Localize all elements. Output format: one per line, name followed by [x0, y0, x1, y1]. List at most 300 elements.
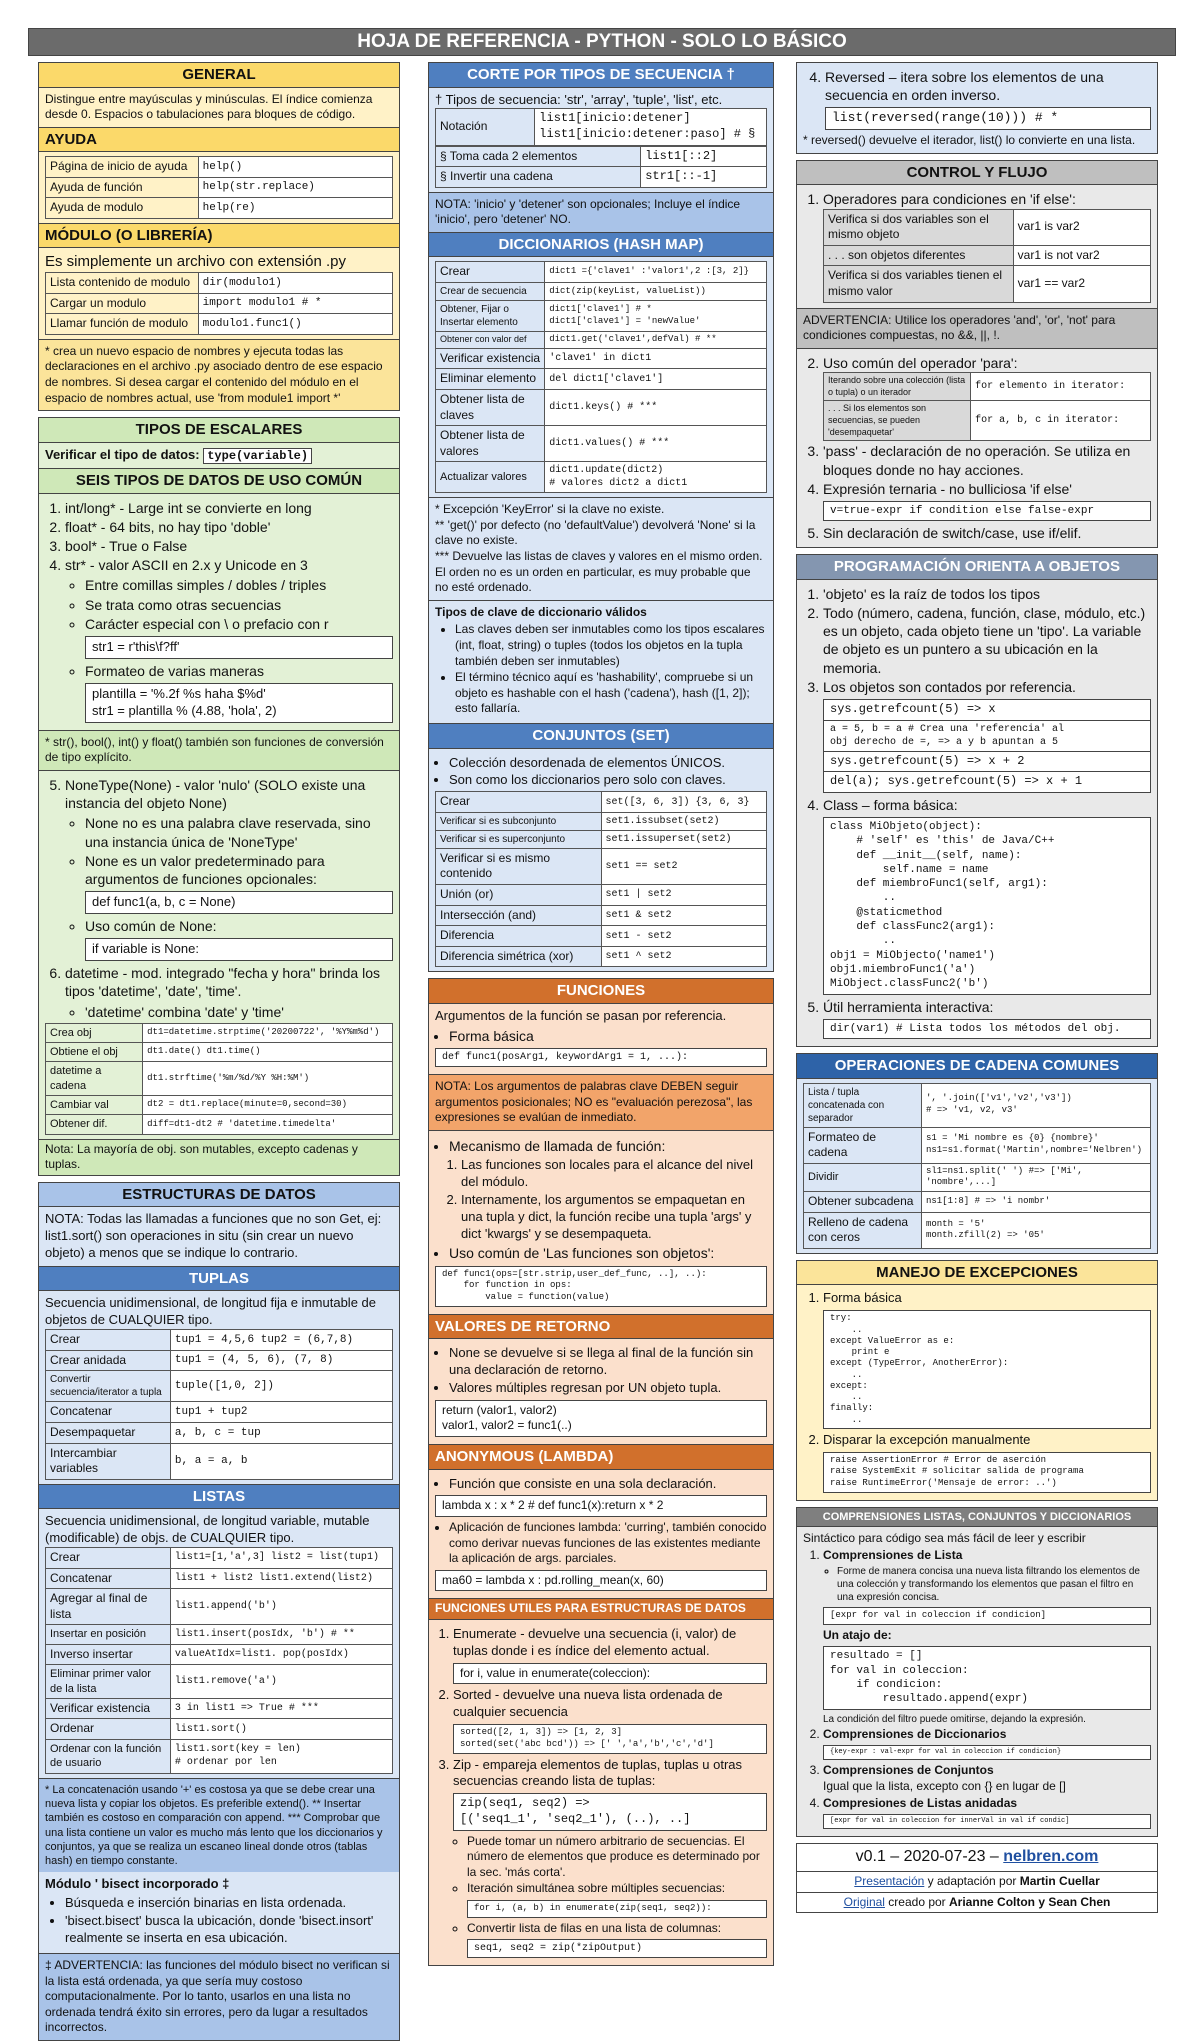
listas-body [39, 1509, 399, 1777]
ayuda-header: AYUDA [39, 127, 399, 153]
table-row [436, 812, 767, 830]
original-link[interactable]: Original [843, 1894, 885, 1909]
conjuntos-header: CONJUNTOS (SET) [429, 723, 773, 749]
excepciones-header: MANEJO DE EXCEPCIONES [797, 1261, 1157, 1286]
reversed-section [796, 62, 1158, 154]
comprension-section [796, 1507, 1158, 1838]
tipos-title: Tipos de clave de diccionario válidos [435, 604, 647, 619]
cadena-body [797, 1079, 1157, 1253]
retorno-code: return (valor1, valor2) valor1, valor2 = func1(..) [435, 1400, 767, 1437]
modulo-body [39, 248, 399, 338]
table-row [436, 146, 767, 167]
table-key: Concatenar [46, 1568, 171, 1589]
funciones-note: NOTA: Los argumentos de palabras clave DEBEN seguir argumentos posicionales; NO es "evaluación perezosa", las expresiones se evalúan de inmediato. [429, 1074, 773, 1131]
table-code: dict(zip(keyList, valueList)) [545, 283, 767, 301]
table-code: set1 | set2 [601, 885, 767, 906]
estructuras-note: NOTA: Todas las llamadas a funciones que no son Get, ej: list1.sort() son operaciones in situ (sin crear un nuevo objeto) a menos que se indique lo contrario. [45, 1211, 382, 1260]
table-row [804, 1127, 1151, 1163]
format-code: plantilla = '%.2f %s haha $%d' str1 = plantilla % (4.88, 'hola', 2) [85, 683, 393, 723]
list-item: • Uso común de 'Las funciones son objetos': [449, 1244, 767, 1262]
refcount-code-a: sys.getrefcount(5) => x [823, 699, 1151, 721]
table-row [436, 109, 767, 145]
table-code: set1 == set2 [601, 848, 767, 884]
table-key: Página de inicio de ayuda [46, 157, 199, 178]
list-item [65, 964, 393, 1021]
list-item [85, 852, 393, 914]
reversed-note: * reversed() devuelve el iterador, list() lo convierte en una lista. [803, 133, 1136, 148]
reversed-body [797, 63, 1157, 153]
table-row [804, 1192, 1151, 1213]
table-row [46, 1095, 393, 1114]
enumerate-text: Enumerate - devuelve una secuencia (i, valor) de tuplas donde i es índice del elemento actual. [453, 1626, 737, 1658]
datetime-bullets [65, 1003, 393, 1021]
table-code: list1[::2] [641, 146, 767, 167]
table-code: tup1 + tup2 [170, 1402, 392, 1423]
escalares-section [38, 417, 400, 1176]
table-code: tuple([1,0, 2]) [170, 1371, 392, 1402]
table-row [436, 885, 767, 906]
bullet-text: Uso común de None: [85, 918, 217, 935]
list-item: ◦ Forme de manera concisa una nueva lista filtrando los elementos de una colección y transformando los elementos que pasan el filtro en una expresión concisa. [837, 1565, 1151, 1604]
funciones-header: FUNCIONES [429, 979, 773, 1004]
tuplas-intro: Secuencia unidimensional, de longitud fija e inmutable de objetos de CUALQUIER tipo. [45, 1295, 376, 1328]
general-text: Distingue entre mayúsculas y minúsculas. El índice comienza desde 0. Espacios o tabulaciones para bloques de código. [39, 88, 399, 127]
bisect-title: Módulo ' bisect incorporado ‡ [45, 1876, 230, 1892]
list-item [85, 615, 393, 659]
table-code: set([3, 6, 3]) {3, 6, 3} [601, 792, 767, 813]
table-row [824, 245, 1151, 266]
modulo-header: MÓDULO (O LIBRERÍA) [39, 223, 399, 249]
try-code: try: .. except ValueError as e: print e except (TypeError, AnotherError): .. except: .. finally: .. [823, 1310, 1151, 1429]
class-code: class MiObjeto(object): # 'self' es 'this' de Java/C++ def __init__(self, name): self.name = name def miembroFunc1(self, arg1): .. @staticmethod def classFunc2(arg1): .. obj1 = MiObjecto('name1') obj1.miembroFunc1('a') MiObject.classFunc2('b') [823, 817, 1151, 995]
table-key: Crear de secuencia [436, 283, 545, 301]
lambda-code-1: lambda x : x * 2 # def func1(x):return x * 2 [435, 1495, 767, 1517]
table-key: Relleno de cadena con ceros [804, 1212, 922, 1248]
table-row [436, 926, 767, 947]
list-item [823, 1548, 1151, 1726]
table-code: dt1.date() dt1.time() [143, 1043, 393, 1062]
sorted-text: Sorted - devuelve una nueva lista ordenada de cualquier secuencia [453, 1687, 723, 1720]
presentacion-link[interactable]: Presentación [854, 1874, 925, 1889]
para-text: Uso común del operador 'para': [823, 354, 1018, 371]
list-item: • Función que consiste en una sola declaración. [449, 1476, 767, 1493]
table-code: help(str.replace) [198, 177, 392, 198]
poo-body [797, 580, 1157, 1046]
table-code: for elemento in iterator: [971, 372, 1151, 400]
tuplas-header: TUPLAS [39, 1266, 399, 1292]
table-key: Cambiar val [46, 1095, 143, 1114]
table-row [436, 369, 767, 390]
corte-table-2 [435, 146, 767, 188]
table-row [804, 1163, 1151, 1191]
table-row [436, 167, 767, 188]
table-key: Lista contenido de modulo [46, 272, 199, 293]
listas-intro: Secuencia unidimensional, de longitud variable, mutable (modificable) de objs. de CUALQUIER tipo. [45, 1513, 370, 1546]
ternaria-text: Expresión ternaria - no bulliciosa 'if else' [823, 480, 1072, 497]
table-row [46, 314, 393, 335]
table-key: Formateo de cadena [804, 1127, 922, 1163]
operadores-table [823, 209, 1151, 303]
table-key: Obtener con valor def [436, 332, 545, 349]
control-body-2 [797, 349, 1157, 548]
cadena-section [796, 1053, 1158, 1254]
table-code: tup1 = (4, 5, 6), (7, 8) [170, 1350, 392, 1371]
table-key: Llamar función de modulo [46, 314, 199, 335]
table-key: Ayuda de función [46, 177, 199, 198]
list-item [823, 998, 1151, 1039]
table-code: dict1.update(dict2) # valores dict2 a dict1 [545, 462, 767, 493]
table-key: Verificar si es mismo contenido [436, 848, 602, 884]
site-link[interactable]: nelbren.com [1003, 1848, 1099, 1866]
utiles-body [429, 1620, 773, 1965]
table-row [46, 1568, 393, 1589]
pres-line [797, 1872, 1157, 1893]
table-key: Lista / tupla concatenada con separador [804, 1083, 922, 1127]
table-code: list1 + list2 list1.extend(list2) [170, 1568, 392, 1589]
dicc-body [429, 257, 773, 497]
atajo-code: resultado = [] for val in coleccion: if condicion: resultado.append(expr) [823, 1646, 1151, 1709]
general-header: GENERAL [39, 63, 399, 88]
list-item: 1. Las funciones son locales para el alcance del nivel del módulo. [461, 1157, 767, 1191]
table-row [436, 348, 767, 369]
table-code: dict1 ={'clave1' :'valor1',2 :[3, 2]} [545, 262, 767, 283]
table-row [824, 209, 1151, 245]
poo-section [796, 554, 1158, 1047]
table-code: ', '.join(['v1','v2','v3']) # => 'v1, v2, v3' [921, 1083, 1150, 1127]
table-code: dict1.keys() # *** [545, 389, 767, 425]
table-key: . . . Si los elementos son secuencias, se pueden 'desempaquetar' [824, 401, 971, 441]
table-row [46, 1625, 393, 1644]
table-code: dt2 = dt1.replace(minute=0,second=30) [143, 1095, 393, 1114]
lambda-code-2: ma60 = lambda x : pd.rolling_mean(x, 60) [435, 1570, 767, 1592]
modulo-intro: Es simplemente un archivo con extensión .py [45, 253, 346, 271]
objetos-list [435, 1244, 767, 1262]
list-item [823, 480, 1151, 521]
table-key: Actualizar valores [436, 462, 545, 493]
table-row [804, 1083, 1151, 1127]
table-row [804, 1212, 1151, 1248]
list-item [825, 68, 1151, 130]
verify-code: type(variable) [203, 448, 312, 464]
bullet-text: Convertir lista de filas en una lista de columnas: [467, 1920, 722, 1935]
table-key: Obtener, Fijar o Insertar elemento [436, 301, 545, 332]
table-key: Concatenar [46, 1402, 171, 1423]
lista-title: Comprensiones de Lista [823, 1547, 963, 1562]
listas-table [45, 1547, 393, 1774]
table-code: import modulo1 # * [198, 293, 392, 314]
lista-bullets [823, 1565, 1151, 1604]
list-item: • Colección desordenada de elementos ÚNICOS. [449, 755, 767, 772]
dicc-comp-title: Comprensiones de Diccionarios [823, 1726, 1007, 1741]
pres-text: y adaptación por [924, 1874, 1020, 1889]
table-row [46, 1719, 393, 1740]
table-key: Intersección (and) [436, 905, 602, 926]
list-item [823, 1763, 1151, 1794]
zip-code-2: for i, (a, b) in enumerate(zip(seq1, seq2)): [467, 1900, 767, 1918]
dicc-tipos [429, 600, 773, 723]
table-key: . . . son objetos diferentes [824, 245, 1014, 266]
estructuras-header: ESTRUCTURAS DE DATOS [39, 1183, 399, 1208]
table-code: dict1['clave1'] # * dict1['clave1'] = 'newValue' [545, 301, 767, 332]
corte-note: NOTA: 'inicio' y 'detener' son opcionales; Incluye el índice 'inicio', pero 'detener' NO. [429, 192, 773, 232]
table-code: list1=[1,'a',3] list2 = list(tup1) [170, 1548, 392, 1569]
table-row [824, 266, 1151, 302]
page-title: HOJA DE REFERENCIA - PYTHON - SOLO LO BÁSICO [28, 28, 1176, 56]
modulo-table [45, 272, 393, 335]
table-row [436, 905, 767, 926]
table-key: Desempaquetar [46, 1422, 171, 1443]
none-item: NoneType(None) - valor 'nulo' (SOLO existe una instancia del objeto None) [65, 777, 366, 812]
list-item [453, 1687, 767, 1753]
table-row [46, 1402, 393, 1423]
table-key: Cargar un modulo [46, 293, 199, 314]
table-key: Crear anidada [46, 1350, 171, 1371]
list-item [823, 1290, 1151, 1428]
table-key: § Invertir una cadena [436, 167, 641, 188]
list-item: 3. bool* - True o False [65, 537, 393, 555]
enumerate-code: for i, value in enumerate(coleccion): [453, 1663, 767, 1685]
table-code: set1.issubset(set2) [601, 812, 767, 830]
table-key: Verifica si dos variables son el mismo objeto [824, 209, 1014, 245]
list-item: • Forma básica [449, 1027, 767, 1045]
list-item [85, 917, 393, 961]
scalar-types-2 [45, 776, 393, 1021]
reversed-code: list(reversed(range(10))) # * [825, 107, 1151, 130]
raise-code: raise AssertionError # Error de aserción raise SystemExit # solicitar salida de programa raise RuntimeError('Mensaje de error: ..') [823, 1452, 1151, 1493]
dicc-header: DICCIONARIOS (HASH MAP) [429, 232, 773, 258]
list-item: ◦ 'datetime' combina 'date' y 'time' [85, 1003, 393, 1021]
table-row [46, 177, 393, 198]
list-item [823, 1727, 1151, 1761]
list-item: • Valores múltiples regresan por UN objeto tupla. [449, 1380, 767, 1397]
table-key: Dividir [804, 1163, 922, 1191]
ternaria-code: v=true-expr if condition else false-expr [823, 501, 1151, 521]
table-key: Diferencia simétrica (xor) [436, 946, 602, 967]
omit-note: La condición del filtro puede omitirse, dejando la expresión. [823, 1713, 1086, 1725]
utiles-header: FUNCIONES UTILES PARA ESTRUCTURAS DE DATOS [429, 1598, 773, 1620]
table-code: set1 & set2 [601, 905, 767, 926]
retorno-bullets [435, 1345, 767, 1397]
table-code: list1.sort() [170, 1719, 392, 1740]
table-key: Eliminar elemento [436, 369, 545, 390]
list-item: 2. Internamente, los argumentos se empaquetan en una tupla y dict, la función recibe una tupla 'args' y dict 'kwargs' y se desempaqueta. [461, 1192, 767, 1243]
control-list-2 [803, 354, 1151, 543]
estructuras-section [38, 1182, 400, 2041]
bullet-text: Iteración simultánea sobre múltiples secuencias: [467, 1881, 726, 1896]
table-row [824, 372, 1151, 400]
version-text: v0.1 – 2020-07-23 – [855, 1848, 1004, 1866]
table-row [46, 1698, 393, 1719]
list-item: • Son como los diccionarios pero solo con claves. [449, 772, 767, 789]
table-key: Ordenar [46, 1719, 171, 1740]
table-row [46, 1665, 393, 1699]
table-row [46, 1740, 393, 1774]
util-text: Útil herramienta interactiva: [823, 998, 994, 1015]
column-3 [796, 62, 1158, 1913]
listas-header: LISTAS [39, 1484, 399, 1510]
zip-code: zip(seq1, seq2) => [('seq1_1', 'seq2_1'), (..), ..] [453, 1793, 767, 1830]
forma-text: Forma básica [823, 1290, 902, 1306]
ayuda-table [45, 156, 393, 219]
conjuntos-body [429, 749, 773, 972]
table-code: s1 = 'Mi nombre es {0} {nombre}' ns1=s1.format('Martin',nombre='Nelbren') [921, 1127, 1150, 1163]
table-code: dir(modulo1) [198, 272, 392, 293]
cadena-table [803, 1083, 1151, 1249]
six-types-header: SEIS TIPOS DE DATOS DE USO COMÚN [39, 468, 399, 494]
lambda-list-2 [435, 1520, 767, 1567]
reversed-text: Reversed – itera sobre los elementos de una secuencia en orden inverso. [825, 69, 1104, 104]
list-item [823, 678, 1151, 793]
forma-code: def func1(posArg1, keywordArg1 = 1, ...): [435, 1048, 767, 1067]
table-row [46, 1043, 393, 1062]
table-row [436, 262, 767, 283]
table-key: Inverso insertar [46, 1644, 171, 1665]
table-code: var1 == var2 [1013, 266, 1150, 302]
retorno-header: VALORES DE RETORNO [429, 1314, 773, 1340]
list-item: ◦ Puede tomar un número arbitrario de secuencias. El número de elementos que produce es determinado por la sec. 'más corta'. [467, 1834, 767, 1881]
table-code: list1[inicio:detener] list1[inicio:detener:paso] # § [535, 109, 767, 145]
table-key: Crear [46, 1548, 171, 1569]
list-item: • 'bisect.bisect' busca la ubicación, donde 'bisect.insort' realmente se inserta en esa ubicación. [65, 1913, 393, 1947]
table-key: Crear [436, 792, 602, 813]
list-item: • Las claves deben ser inmutables como los tipos escalares (int, float, string) o tuples (todos los objetos en la tupla también deben ser inmutables) [455, 622, 767, 669]
corte-header: CORTE POR TIPOS DE SECUENCIA † [429, 63, 773, 88]
table-key: Crea obj [46, 1023, 143, 1042]
bisect-warning: ‡ ADVERTENCIA: las funciones del módulo bisect no verifican si la lista está ordenada, ya que sería muy costoso computacionalmente. Por lo tanto, usarlos en una lista no ordenada tendrá éxito sin errores, pero da lugar a resultados incorrectos. [39, 1953, 399, 2040]
cadena-header: OPERACIONES DE CADENA COMUNES [797, 1054, 1157, 1079]
tuplas-body [39, 1291, 399, 1483]
table-row [46, 1350, 393, 1371]
table-row [46, 1330, 393, 1351]
table-code: a, b, c = tup [170, 1422, 392, 1443]
table-code: b, a = a, b [170, 1443, 392, 1479]
table-code: diff=dt1-dt2 # 'datetime.timedelta' [143, 1115, 393, 1134]
conj-comp-title: Comprensiones de Conjuntos [823, 1763, 994, 1778]
scalar-types [45, 499, 393, 723]
list-item: 2. Todo (número, cadena, función, clase, módulo, etc.) es un objeto, cada objeto tiene un 'tipo'. La variable de objeto es un puntero a su ubicación en la memoria. [823, 604, 1151, 677]
table-key: § Toma cada 2 elementos [436, 146, 641, 167]
version-line [797, 1844, 1157, 1872]
modulo-note: * crea un nuevo espacio de nombres y ejecuta todas las declaraciones en el archivo .py asociado dentro de ese espacio de nombres. Si desea cargar el contenido del módulo en el espacio de nombres actual, use 'from module1 import *' [39, 339, 399, 410]
table-code: help(re) [198, 198, 392, 219]
mutable-note: Nota: La mayoría de obj. son mutables, excepto cadenas y tuplas. [39, 1139, 399, 1175]
table-code: var1 is var2 [1013, 209, 1150, 245]
util-code: dir(var1) # Lista todos los métodos del obj. [823, 1019, 1151, 1039]
escalares-header: TIPOS DE ESCALARES [39, 418, 399, 443]
list-item [467, 1881, 767, 1917]
control-header: CONTROL Y FLUJO [797, 161, 1157, 186]
conjuntos-table [435, 791, 767, 967]
list-item [65, 776, 393, 961]
table-code: tup1 = 4,5,6 tup2 = (6,7,8) [170, 1330, 392, 1351]
conjuntos-bullets [435, 755, 767, 790]
tipos-bullets [435, 622, 767, 717]
list-item [823, 1796, 1151, 1830]
list-item [823, 354, 1151, 442]
table-row [436, 830, 767, 848]
table-code: var1 is not var2 [1013, 245, 1150, 266]
list-item: 1. int/long* - Large int se convierte en long [65, 499, 393, 517]
table-row [46, 1371, 393, 1402]
comprension-body [797, 1527, 1157, 1836]
verify-type [39, 443, 399, 469]
datetime-item: datetime - mod. integrado "fecha y hora" brinda los tipos 'datetime', 'date', 'time'. [65, 965, 380, 1000]
table-row [46, 1062, 393, 1096]
table-key: Eliminar primer valor de la lista [46, 1665, 171, 1699]
table-code: ns1[1:8] # => 'i nombr' [921, 1192, 1150, 1213]
zip-text: Zip - empareja elementos de tuplas, tuplas u otras secuencias creando lista de tuplas: [453, 1756, 743, 1789]
funciones-intro: Argumentos de la función se pasan por referencia. [435, 1007, 727, 1023]
poo-header: PROGRAMACIÓN ORIENTA A OBJETOS [797, 555, 1157, 580]
table-code: 'clave1' in dict1 [545, 348, 767, 369]
verify-label: Verificar el tipo de datos: [45, 446, 200, 462]
control-list [803, 190, 1151, 302]
refcount-code-d: del(a); sys.getrefcount(5) => x + 1 [823, 772, 1151, 793]
table-key: Obtener subcadena [804, 1192, 922, 1213]
bullet-text: Carácter especial con \ o prefacio con r [85, 615, 329, 632]
footer-section [796, 1843, 1158, 1913]
dicc-comp-code: {key-expr : val-expr for val in coleccion if condicion} [823, 1745, 1151, 1760]
excepciones-section [796, 1260, 1158, 1501]
table-row [436, 426, 767, 462]
table-row [436, 389, 767, 425]
dicc-table [435, 261, 767, 493]
str-bullets [65, 576, 393, 722]
bullet-text: None es un valor predeterminado para argumentos de funciones opcionales: [85, 852, 325, 888]
poo-list [803, 585, 1151, 1039]
reversed-list [803, 68, 1151, 130]
list-item [823, 190, 1151, 302]
str-item: str* - valor ASCII en 2.x y Unicode en 3 [65, 557, 308, 574]
bisect-body [39, 1872, 399, 1953]
table-code: dict1.get('clave1',defVal) # ** [545, 332, 767, 349]
zip-bullets [453, 1834, 767, 1959]
table-row [46, 1589, 393, 1625]
general-section [38, 62, 400, 411]
list-item: 2. float* - 64 bits, no hay tipo 'doble' [65, 518, 393, 536]
column-1 [38, 62, 400, 2041]
table-key: Verificar existencia [436, 348, 545, 369]
none-code-2: if variable is None: [85, 938, 393, 961]
zip-code-3: seq1, seq2 = zip(*zipOutput) [467, 1939, 767, 1958]
refcount-code-b: a = 5, b = a # Crea una 'referencia' al obj derecho de =, => a y b apuntan a 5 [823, 721, 1151, 752]
list-item [453, 1757, 767, 1959]
table-row [46, 1115, 393, 1134]
table-code: str1[::-1] [641, 167, 767, 188]
control-body [797, 185, 1157, 307]
table-key: Unión (or) [436, 885, 602, 906]
sorted-code: sorted([2, 1, 3]) => [1, 2, 3] sorted(set('abc bcd')) => [' ','a','b','c','d'] [453, 1724, 767, 1753]
list-item: • El término técnico aquí es 'hashability', compruebe si un objeto es hashable con el hash ('cadena'), hash ([1, 2]); esto fallaría. [455, 670, 767, 717]
table-row [46, 272, 393, 293]
table-code: list1.remove('a') [170, 1665, 392, 1699]
table-row [436, 301, 767, 332]
table-key: Verificar existencia [46, 1698, 171, 1719]
list-item: 5. Sin declaración de switch/case, use if/elif. [823, 524, 1151, 542]
table-key: Obtener lista de valores [436, 426, 545, 462]
table-code: sl1=ns1.split(' ') #=> ['Mi', 'nombre',...] [921, 1163, 1150, 1191]
table-row [436, 848, 767, 884]
column-2 [428, 62, 774, 1966]
comprension-intro: Sintáctico para código sea más fácil de leer y escribir [803, 1531, 1086, 1545]
orig-text: creado por [884, 1894, 950, 1909]
table-key: Verificar si es superconjunto [436, 830, 602, 848]
pres-author: Martin Cuellar [1019, 1874, 1100, 1889]
table-code: dt1=datetime.strptime('20200722', '%Y%m%d') [143, 1023, 393, 1042]
list-item: ◦ None no es una palabra clave reservada, sino una instancia única de 'NoneType' [85, 814, 393, 850]
table-key: Notación [436, 109, 535, 145]
raise-text: Disparar la excepción manualmente [823, 1431, 1031, 1447]
